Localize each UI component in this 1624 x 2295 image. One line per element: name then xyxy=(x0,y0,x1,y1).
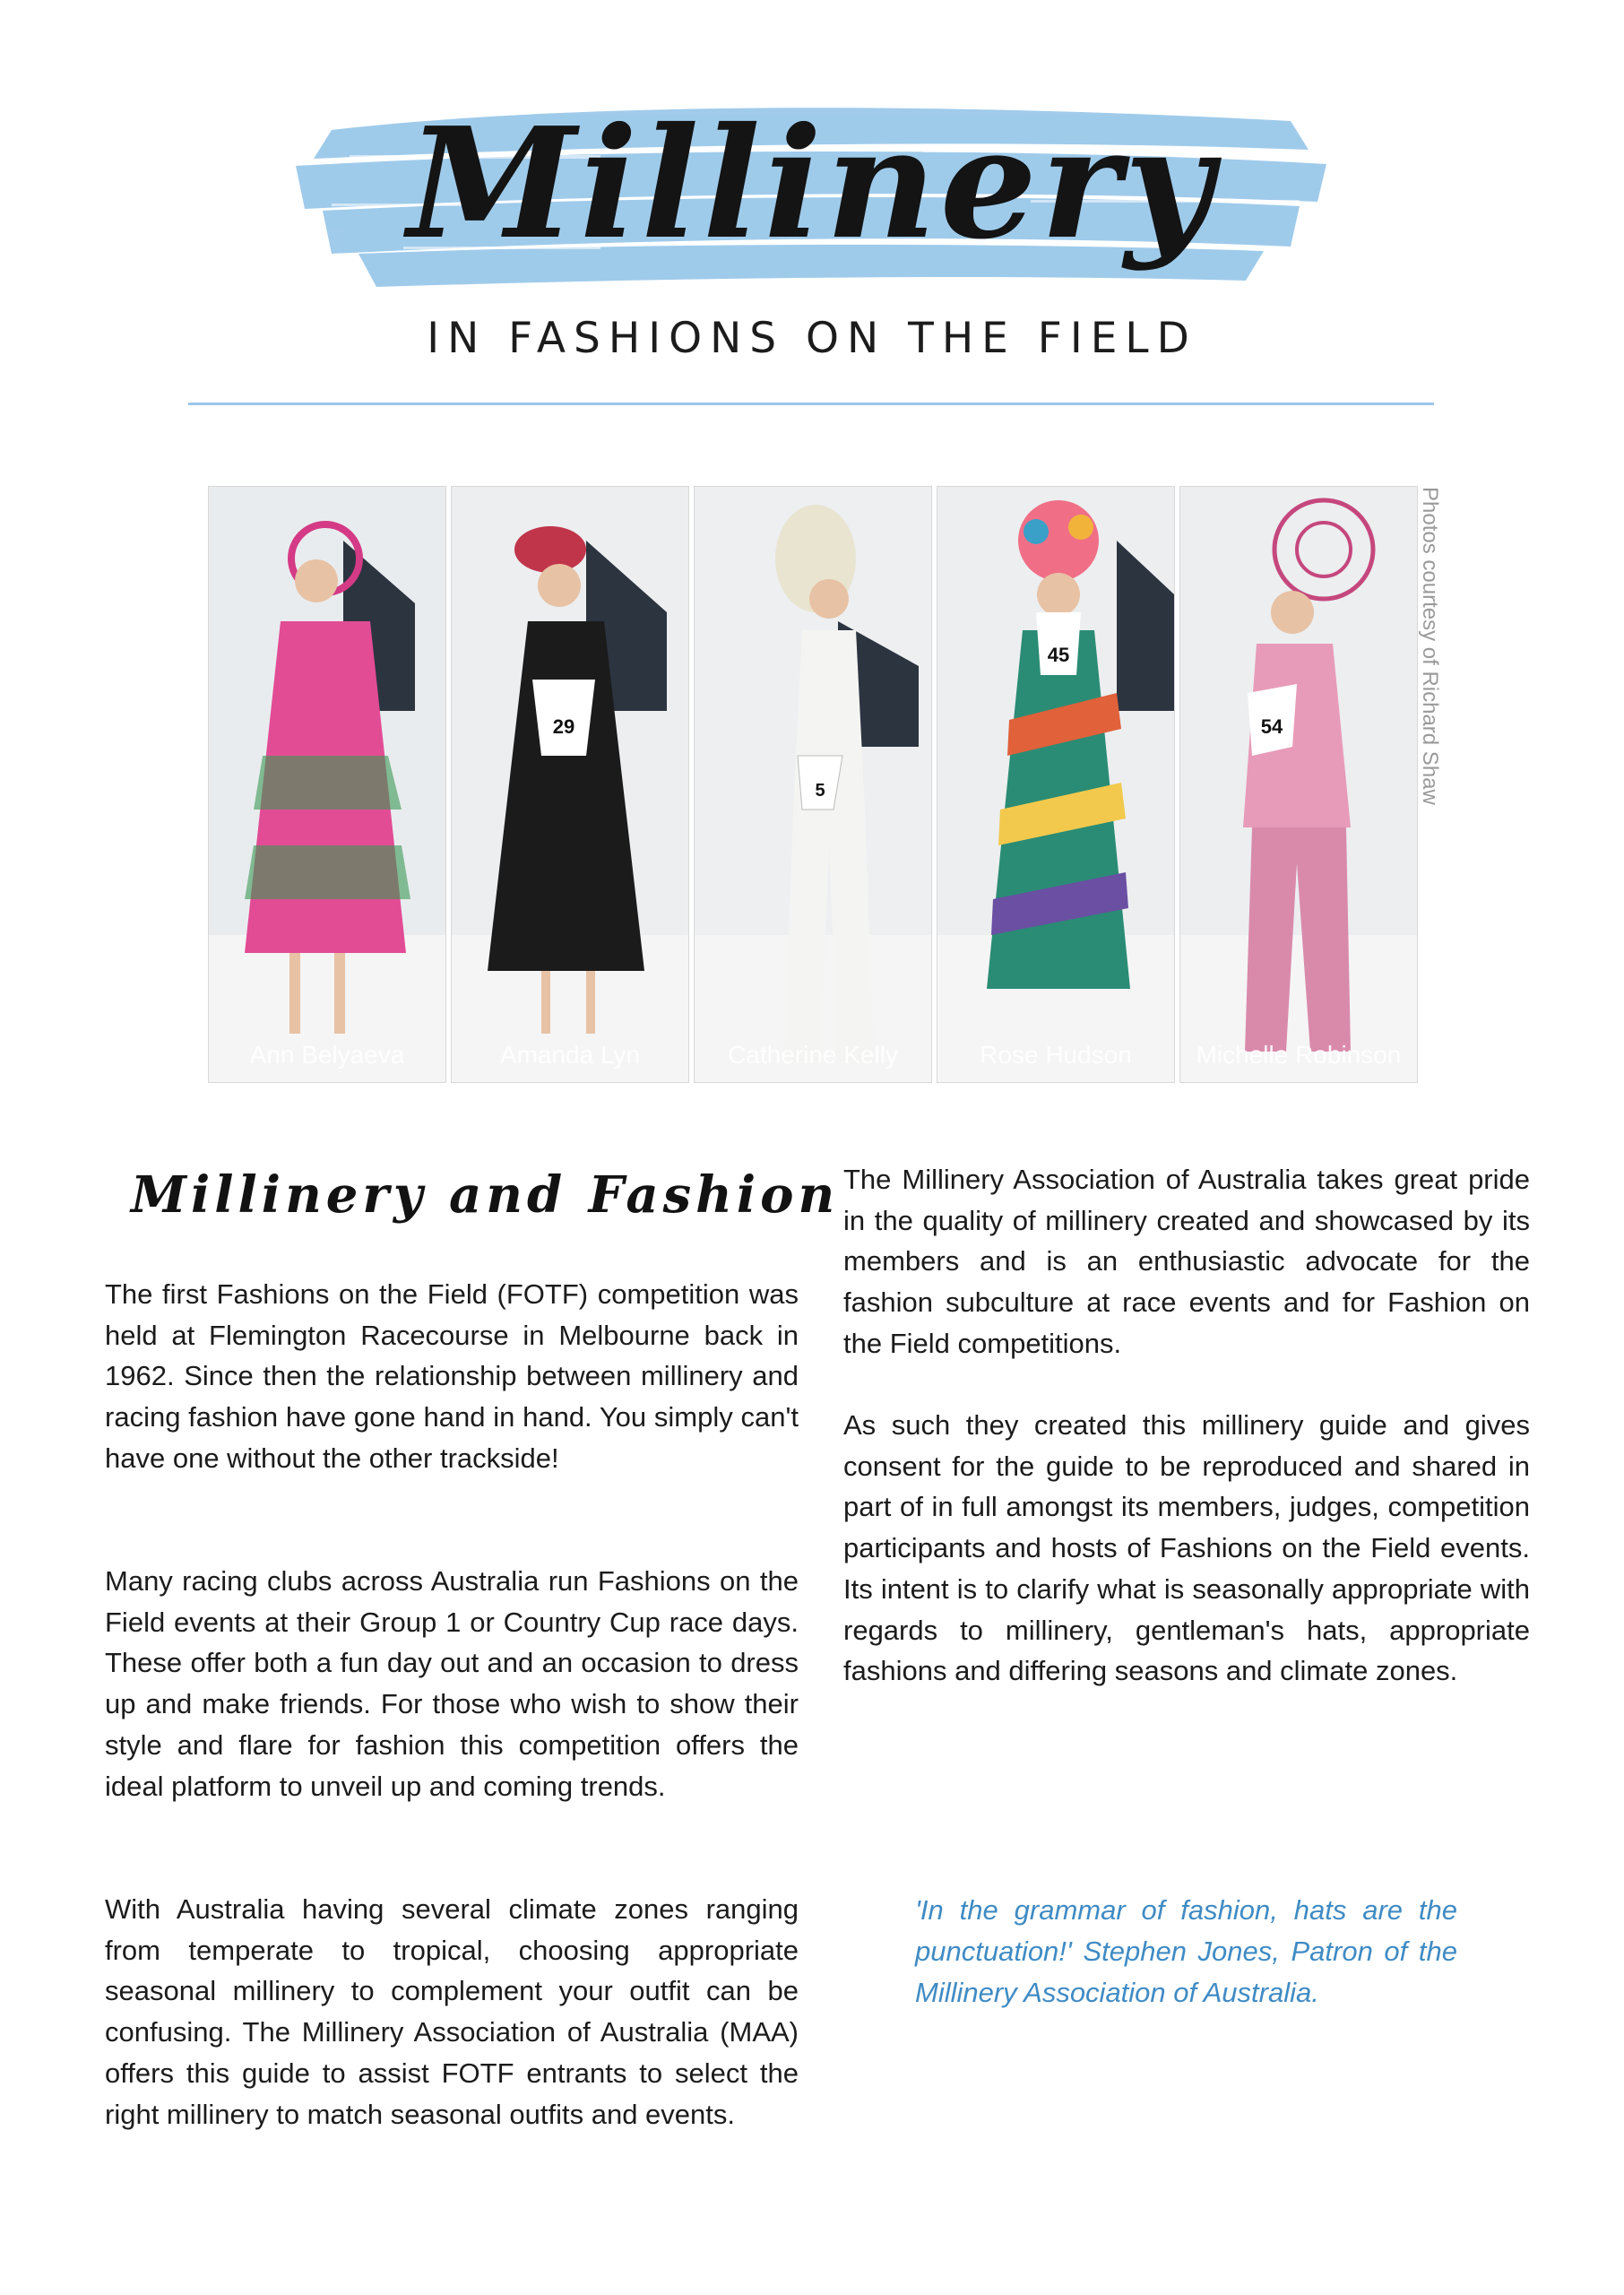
model-illustration xyxy=(209,487,445,1082)
model-illustration xyxy=(452,487,688,1082)
photo-caption: Michelle Robinson xyxy=(1196,1041,1402,1069)
left-paragraph-1: The first Fashions on the Field (FOTF) competition was held at Flemington Racecourse in Melbourne back in 1962. Since then the relationship between millinery and racing fashion have gone hand in hand. You simply can't have one without the other trackside! xyxy=(105,1278,799,1474)
photo-caption: Catherine Kelly xyxy=(728,1041,898,1069)
photo-catherine-kelly xyxy=(694,486,932,1083)
photo-rose-hudson xyxy=(937,486,1175,1083)
left-paragraph-2: Many racing clubs across Australia run Fashions on the Field events at their Group 1 or Country Cup race days. These offer both a fun day out and an occasion to dress up and make friends. For those who wish to show their style and flare for fashion this competition offers the ideal platform to unveil up and coming trends. xyxy=(105,1565,799,1802)
photo-michelle-robinson xyxy=(1179,486,1418,1083)
contestant-number: 45 xyxy=(1047,644,1070,666)
photo-amanda-lyn xyxy=(451,486,689,1083)
page-title: Millinery xyxy=(407,94,1217,273)
photo-caption: Rose Hudson xyxy=(980,1041,1132,1069)
photo-caption: Ann Belyaeva xyxy=(249,1041,405,1069)
left-paragraph-3: With Australia having several climate zones ranging from temperate to tropical, choosing appropriate seasonal millinery to complement your outfit can be confusing. The Millinery Association of Australia (MAA) offers this guide to assist FOTF entrants to select the right millinery to match seasonal outfits and events. xyxy=(105,1893,799,2130)
model-illustration xyxy=(695,487,931,1082)
photo-credit: Photos courtesy of Richard Shaw xyxy=(1418,487,1442,805)
contestant-number: 54 xyxy=(1260,715,1283,738)
page-subtitle: IN FASHIONS ON THE FIELD xyxy=(427,314,1197,363)
contestant-number: 29 xyxy=(552,715,575,738)
pull-quote: 'In the grammar of fashion, hats are the punctuation!' Stephen Jones, Patron of the Millinery Association of Australia. xyxy=(915,1894,1457,2008)
section-heading: Millinery and Fashion xyxy=(131,1165,840,1225)
contestant-number: 5 xyxy=(815,781,825,801)
photo-caption: Amanda Lyn xyxy=(499,1041,641,1069)
model-illustration xyxy=(1180,487,1417,1082)
photo-ann-belyaeva xyxy=(208,486,446,1083)
right-paragraph-2: As such they created this millinery guide and gives consent for the guide to be reproduced and shared in part of in full amongst its members, judges, competition participants and hosts of Fashions on the Field events. Its intent is to clarify what is seasonally appropriate with regards to millinery, gentleman's hats, appropriate fashions and differing seasons and climate zones. xyxy=(843,1409,1530,1687)
header-divider xyxy=(188,403,1434,405)
right-paragraph-1: The Millinery Association of Australia takes great pride in the quality of millinery created and showcased by its members and is an enthusiastic advocate for the fashion subculture at race events and for Fashion on the Field competitions. xyxy=(843,1164,1530,1359)
model-illustration xyxy=(937,487,1174,1082)
